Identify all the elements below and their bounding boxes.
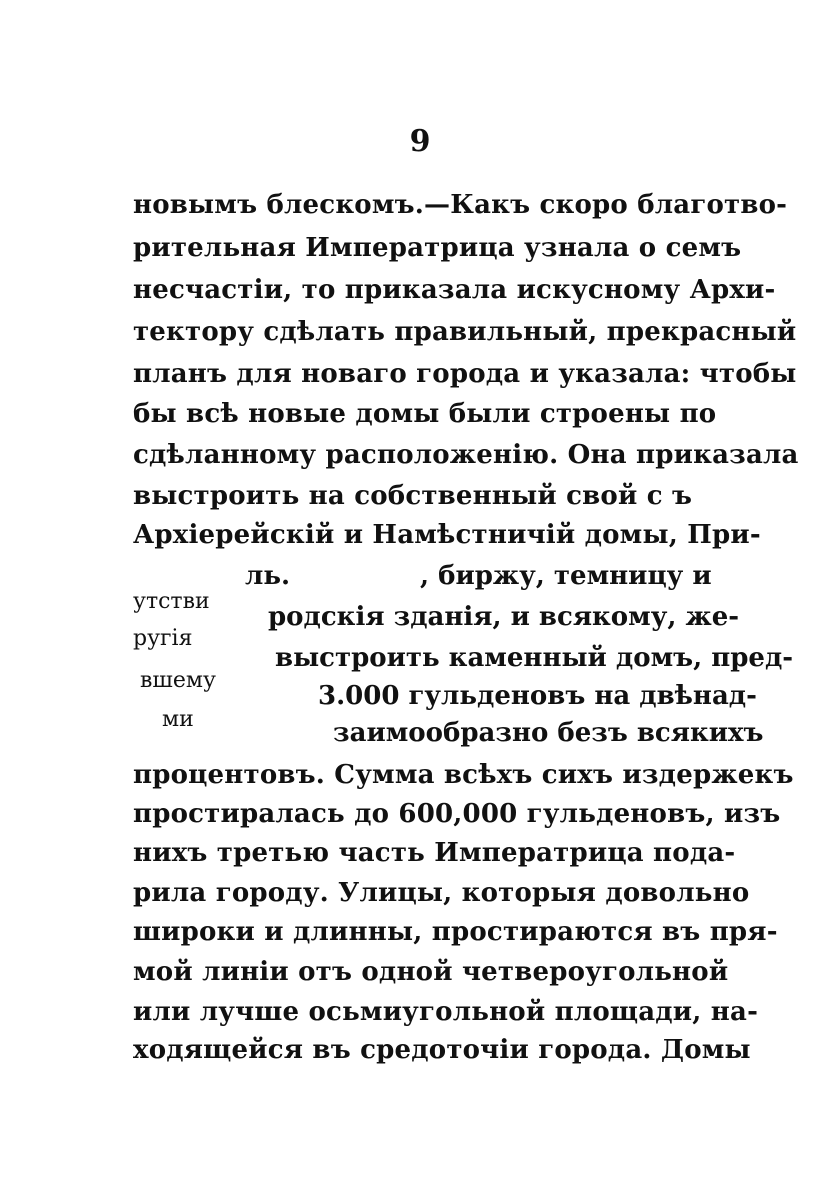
text-line: несчастіи, то приказала искусному Архи- <box>133 275 776 305</box>
damaged-text-fragment: выстроить каменный домъ, пред- <box>275 643 794 673</box>
text-line: рительная Императрица узнала о семъ <box>133 233 742 263</box>
text-line: рила городу. Улицы, которыя довольно <box>133 878 750 908</box>
text-line: выстроить на собственный свой с ъ <box>133 481 693 511</box>
text-line: простиралась до 600,000 гульденовъ, изъ <box>133 799 781 829</box>
damaged-text-fragment: ль. <box>245 561 291 591</box>
text-line: сдѣланному расположенію. Она приказала <box>133 440 799 470</box>
damaged-text-fragment: ми <box>162 707 194 732</box>
text-line: Архіерейскій и Намѣстничій домы, При- <box>133 520 761 550</box>
page-number: 9 <box>409 124 431 159</box>
text-line: тектору сдѣлать правильный, прекрасный <box>133 317 797 347</box>
damaged-text-fragment: утстви <box>133 589 210 614</box>
damaged-text-fragment: ругія <box>133 626 193 651</box>
text-line: планъ для новаго города и указала: чтобы <box>133 359 797 389</box>
text-line: нихъ третью часть Императрица пода- <box>133 838 736 868</box>
text-line: мой линіи отъ одной четвероугольной <box>133 957 729 987</box>
text-line: бы всѣ новые домы были строены по <box>133 399 717 429</box>
damaged-text-fragment: родскія зданія, и всякому, же- <box>268 602 740 632</box>
damaged-text-fragment: 3.000 гульденовъ на двѣнад- <box>318 681 757 711</box>
text-line: широки и длинны, простираются въ пря- <box>133 917 778 947</box>
damaged-text-fragment: заимообразно безъ всякихъ <box>333 718 764 748</box>
damaged-text-fragment: вшему <box>140 668 216 693</box>
text-line: новымъ блескомъ.—Какъ скоро благотво- <box>133 190 788 220</box>
damaged-text-fragment: , биржу, темницу и <box>420 561 712 591</box>
text-line: ходящейся въ средоточіи города. Домы <box>133 1035 751 1065</box>
text-line: процентовъ. Сумма всѣхъ сихъ издержекъ <box>133 760 794 790</box>
text-line: или лучше осьмиугольной площади, на- <box>133 997 759 1027</box>
